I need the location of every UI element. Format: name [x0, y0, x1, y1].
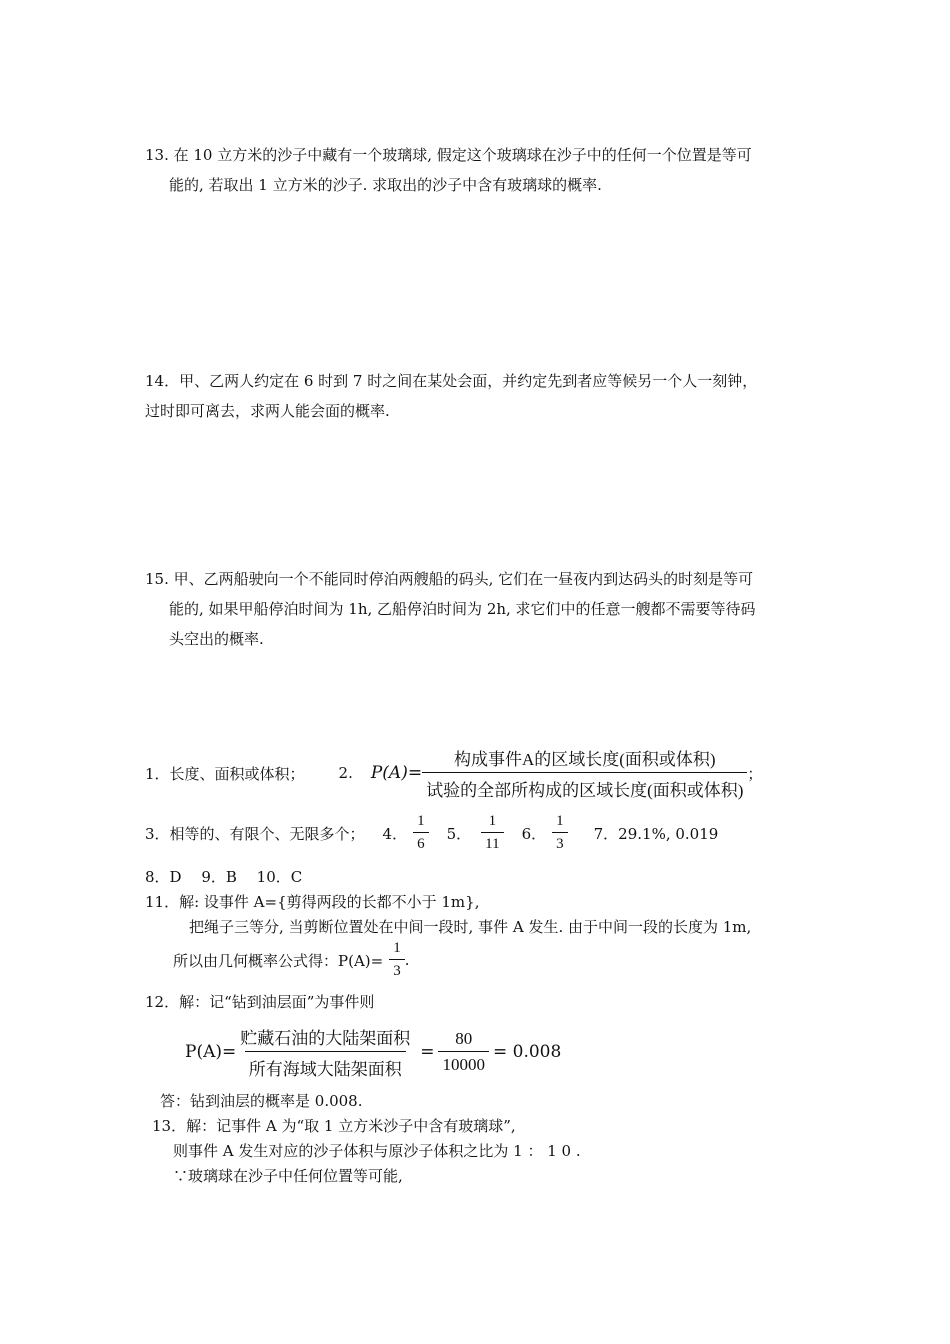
- answer-13-line1: 13．解：记事件 A 为“取 1 立方米沙子中含有玻璃球”,: [152, 1117, 516, 1135]
- question-15-line3: 头空出的概率.: [169, 630, 264, 648]
- answer-5-denominator: 11: [481, 832, 503, 853]
- answer-11-fraction: [389, 940, 405, 980]
- answer-11-numerator: 1: [393, 940, 401, 956]
- answer-5-label: 5．: [446, 824, 472, 843]
- answer-12-conclusion: 答：钻到油层的概率是 0.008.: [160, 1092, 363, 1110]
- answer-11-end: .: [404, 951, 410, 969]
- answer-4-denominator: 6: [413, 832, 429, 853]
- answer-11-line3-text: 所以由几何概率公式得：P(A)=: [173, 951, 384, 970]
- answer-12-equals: =: [420, 1042, 435, 1062]
- question-13-line2: 能的, 若取出 1 立方米的沙子. 求取出的沙子中含有玻璃球的概率.: [169, 176, 602, 194]
- answer-3: 3．相等的、有限个、无限多个；: [145, 824, 365, 843]
- answer-1: 1．长度、面积或体积；: [145, 764, 305, 783]
- answer-11-line3: [173, 940, 409, 980]
- answer-12-denominator-1: 所有海域大陆架面积: [245, 1051, 406, 1080]
- answer-12-numerator-1: 贮藏石油的大陆架面积: [240, 1029, 411, 1048]
- question-15: [145, 564, 756, 654]
- answer-12-numerator-2: 80: [455, 1029, 473, 1048]
- answer-12-fraction-1: [236, 1024, 414, 1080]
- answer-2-lhs: P(A)=: [370, 763, 423, 783]
- question-13-line1: 13. 在 10 立方米的沙子中藏有一个玻璃球, 假定这个玻璃球在沙子中的任何一个位置是等可: [145, 146, 752, 164]
- question-15-line2: 能的, 如果甲船停泊时间为 1h, 乙船停泊时间为 2h, 求它们中的任意一艘都不需要等待码: [169, 600, 756, 618]
- question-15-line1: 15. 甲、乙两船驶向一个不能同时停泊两艘船的码头, 它们在一昼夜内到达码头的时刻是等可: [145, 570, 754, 588]
- answer-6-label: 6．: [521, 824, 547, 843]
- answer-6-denominator: 3: [552, 832, 568, 853]
- answer-row-3-7: [145, 813, 718, 853]
- answer-12-formula: [185, 1024, 561, 1080]
- answer-6-fraction: [552, 813, 568, 853]
- answer-2-denominator: 试验的全部所构成的区域长度(面积或体积): [422, 772, 747, 801]
- answer-12-result: = 0.008: [492, 1042, 562, 1062]
- answer-12-denominator-2: 10000: [438, 1051, 489, 1075]
- answer-12-fraction-2: [438, 1029, 489, 1075]
- answer-4-numerator: 1: [417, 813, 425, 829]
- answer-8-10: 8．D 9．B 10．C: [145, 868, 303, 886]
- answer-4-fraction: [413, 813, 429, 853]
- answer-2-end: ；: [747, 764, 763, 783]
- answer-2-label: 2.: [338, 764, 353, 782]
- answer-2-numerator: 构成事件A的区域长度(面积或体积): [453, 750, 716, 769]
- answer-7: 7．29.1%, 0.019: [593, 824, 719, 843]
- answer-5-numerator: 1: [488, 813, 497, 829]
- answer-13-line2: 则事件 A 发生对应的沙子体积与原沙子体积之比为 1 ： 1 0 .: [173, 1142, 581, 1160]
- question-14-line1: 14．甲、乙两人约定在 6 时到 7 时之间在某处会面，并约定先到者应等候另一个人一刻钟，: [145, 372, 758, 390]
- answer-row-1-2: [145, 745, 762, 801]
- answer-4-label: 4．: [382, 824, 408, 843]
- answer-5-fraction: [481, 813, 503, 853]
- answer-2-fraction: [422, 745, 747, 801]
- answer-11-line1: 11．解: 设事件 A={剪得两段的长都不小于 1m},: [145, 893, 480, 911]
- question-14-line2: 过时即可离去，求两人能会面的概率.: [145, 402, 390, 420]
- answer-11-line2: 把绳子三等分, 当剪断位置处在中间一段时, 事件 A 发生. 由于中间一段的长度为 1m,: [189, 918, 752, 936]
- question-14: [145, 366, 757, 426]
- answer-6-numerator: 1: [556, 813, 564, 829]
- answer-11-denominator: 3: [389, 959, 405, 980]
- answer-12-lhs: P(A)=: [185, 1042, 237, 1062]
- answer-13-line3: ∵玻璃球在沙子中任何位置等可能,: [173, 1167, 403, 1185]
- answer-12-line1: 12．解：记“钻到油层面”为事件则: [145, 993, 375, 1011]
- question-13: [145, 140, 752, 200]
